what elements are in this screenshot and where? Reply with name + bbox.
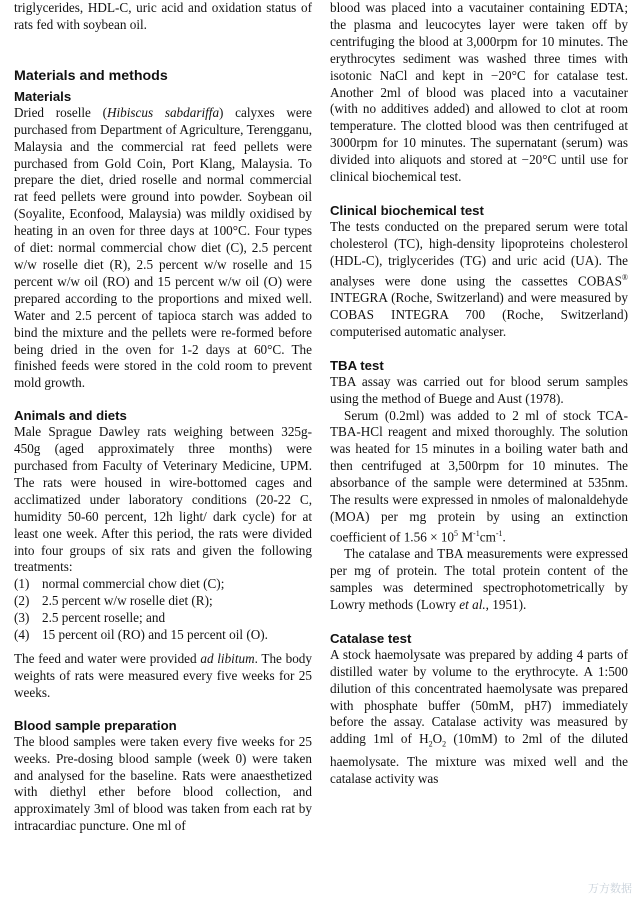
clinical-paragraph: The tests conducted on the prepared serum were total cholesterol (TC), high-density lipoproteins cholesterol (HDL-C), triglycerides (TG) and uric acid (UA). The analyses were done using the cassettes COBAS® INTEGRA (Roche, Switzerland) and were measured by COBAS INTEGRA 700 (Roche, Switzerland) computerised automatic analyser. (330, 218, 628, 339)
catalase-paragraph: A stock haemolysate was prepared by adding 4 parts of distilled water by volume to the erythrocyte. A 1:500 dilution of this concentrated haemolysate was prepared with phosphate buffer (50mM, pH7) immediately before the assay. Catalase activity was measured by adding 1ml of $H_2O_2$ (10mM) to 2ml of the diluted haemolysate. The mixture was mixed well and the catalase activity was (330, 646, 629, 786)
subsection-heading-materials: Materials (14, 88, 72, 104)
treatment-item: (3) 2.5 percent roselle; and (14, 610, 166, 626)
section-heading-materials-and-methods: Materials and methods (14, 67, 168, 84)
tba-paragraph-1: TBA assay was carried out for blood serum samples using the method of Buege and Aust (1978). (330, 373, 628, 406)
treatment-item: (1) normal commercial chow diet (C); (14, 576, 225, 592)
right-column (330, 0, 628, 788)
subsection-heading-blood-sample-preparation: Blood sample preparation (14, 717, 177, 733)
blood-paragraph: The blood samples were taken every five weeks for 25 weeks. Pre-dosing blood sample (week 0) were taken and analysed for the baseline. Rats were anaesthetized with diethyl ether before blood collection, and approximately 3ml of blood was taken from each rat by intracardiac puncture. One ml of (14, 733, 312, 834)
subsection-heading-catalase-test: Catalase test (330, 630, 412, 646)
left-column (14, 0, 312, 835)
subsection-heading-animals-and-diets: Animals and diets (14, 408, 127, 424)
tba-paragraph-2: Serum (0.2ml) was added to 2 ml of stock TCA-TBA-HCl reagent and mixed thoroughly. The solution was heated for 15 minutes in a boiling water bath and then centrifuged at 3,500rpm for 10 minutes. The absorbance of the sample were determined at 535nm. The results were expressed in nmoles of malonaldehyde (MOA) per mg protein by using an extinction coefficient of $1.56 \times 10^5$ $M^{-1}cm^{-1}$. (330, 407, 628, 545)
animals-paragraph: Male Sprague Dawley rats weighing between 325g-450g (aged approximately three months) were purchased from Faculty of Veterinary Medicine, UPM. The rats were housed in wire-bottomed cages and acclimatized under laboratory conditions (20-22 C, humidity 50-60 percent, 12h light/ dark cycle) for at least one week. After this period, the rats were divided into four groups of six rats and given the following treatments: (14, 424, 312, 575)
materials-paragraph: Dried roselle (Hibiscus sabdariffa) calyxes were purchased from Department of Agriculture, Terengganu, Malaysia and the commercial rat feed pellets were purchased from Gold Coin, Port Klang, Malaysia. To prepare the diet, dried roselle and normal commercial rat feed pellets were ground into powder. Soybean oil (Soyalite, Econfood, Malaysia) was mildly oxidised by heating in an oven for three days at 100°C. Four types of diet: normal commercial chow diet (C), 2.5 percent w/w roselle diet (R), 2.5 percent w/w roselle and 15 percent w/w oil (RO) and 15 percent w/w oil (O) were prepared according to the proportions and mixed well. Water and 2.5 percent of tapioca starch was added to bind the mixture and the pellets were re-formed before being dried in the oven for 1-2 days at 60°C. The finished feeds were stored in the cold room to prevent mold growth. (14, 104, 312, 391)
feed-water-paragraph: The feed and water were provided ad libitum. The body weights of rats were measured every five weeks for 25 weeks. (14, 651, 312, 700)
subsection-heading-clinical-biochemical-test: Clinical biochemical test (330, 202, 484, 218)
blood-paragraph-continued: blood was placed into a vacutainer containing EDTA; the plasma and leucocytes layer were taken off by centrifuging the blood at 3,000rpm for 10 minutes. The erythrocytes sediment was washed three times with isotonic NaCl and kept in −20°C for catalase test. Another 2ml of blood was placed into a vacutainer (with no additives added) and allowed to clot at room temperature. The clotted blood was then centrifuged at 3000rpm for 10 minutes. The supernatant (serum) was divided into aliquots and stored at −20°C until use for clinical biochemical test. (330, 0, 628, 185)
subsection-heading-tba-test: TBA test (330, 357, 384, 373)
treatment-item: (2) 2.5 percent w/w roselle diet (R); (14, 593, 213, 609)
watermark: 万方数据 (588, 882, 632, 895)
treatment-list (14, 576, 312, 644)
species-name: Hibiscus sabdariffa (106, 104, 220, 120)
treatment-item: (4) 15 percent oil (RO) and 15 percent oil (O). (14, 627, 268, 643)
intro-paragraph: triglycerides, HDL-C, uric acid and oxidation status of rats fed with soybean oil. (14, 0, 312, 32)
tba-paragraph-3: The catalase and TBA measurements were expressed per mg of protein. The total protein content of the samples was determined spectrophotometrically by Lowry methods (Lowry et al., 1951). (330, 546, 628, 612)
